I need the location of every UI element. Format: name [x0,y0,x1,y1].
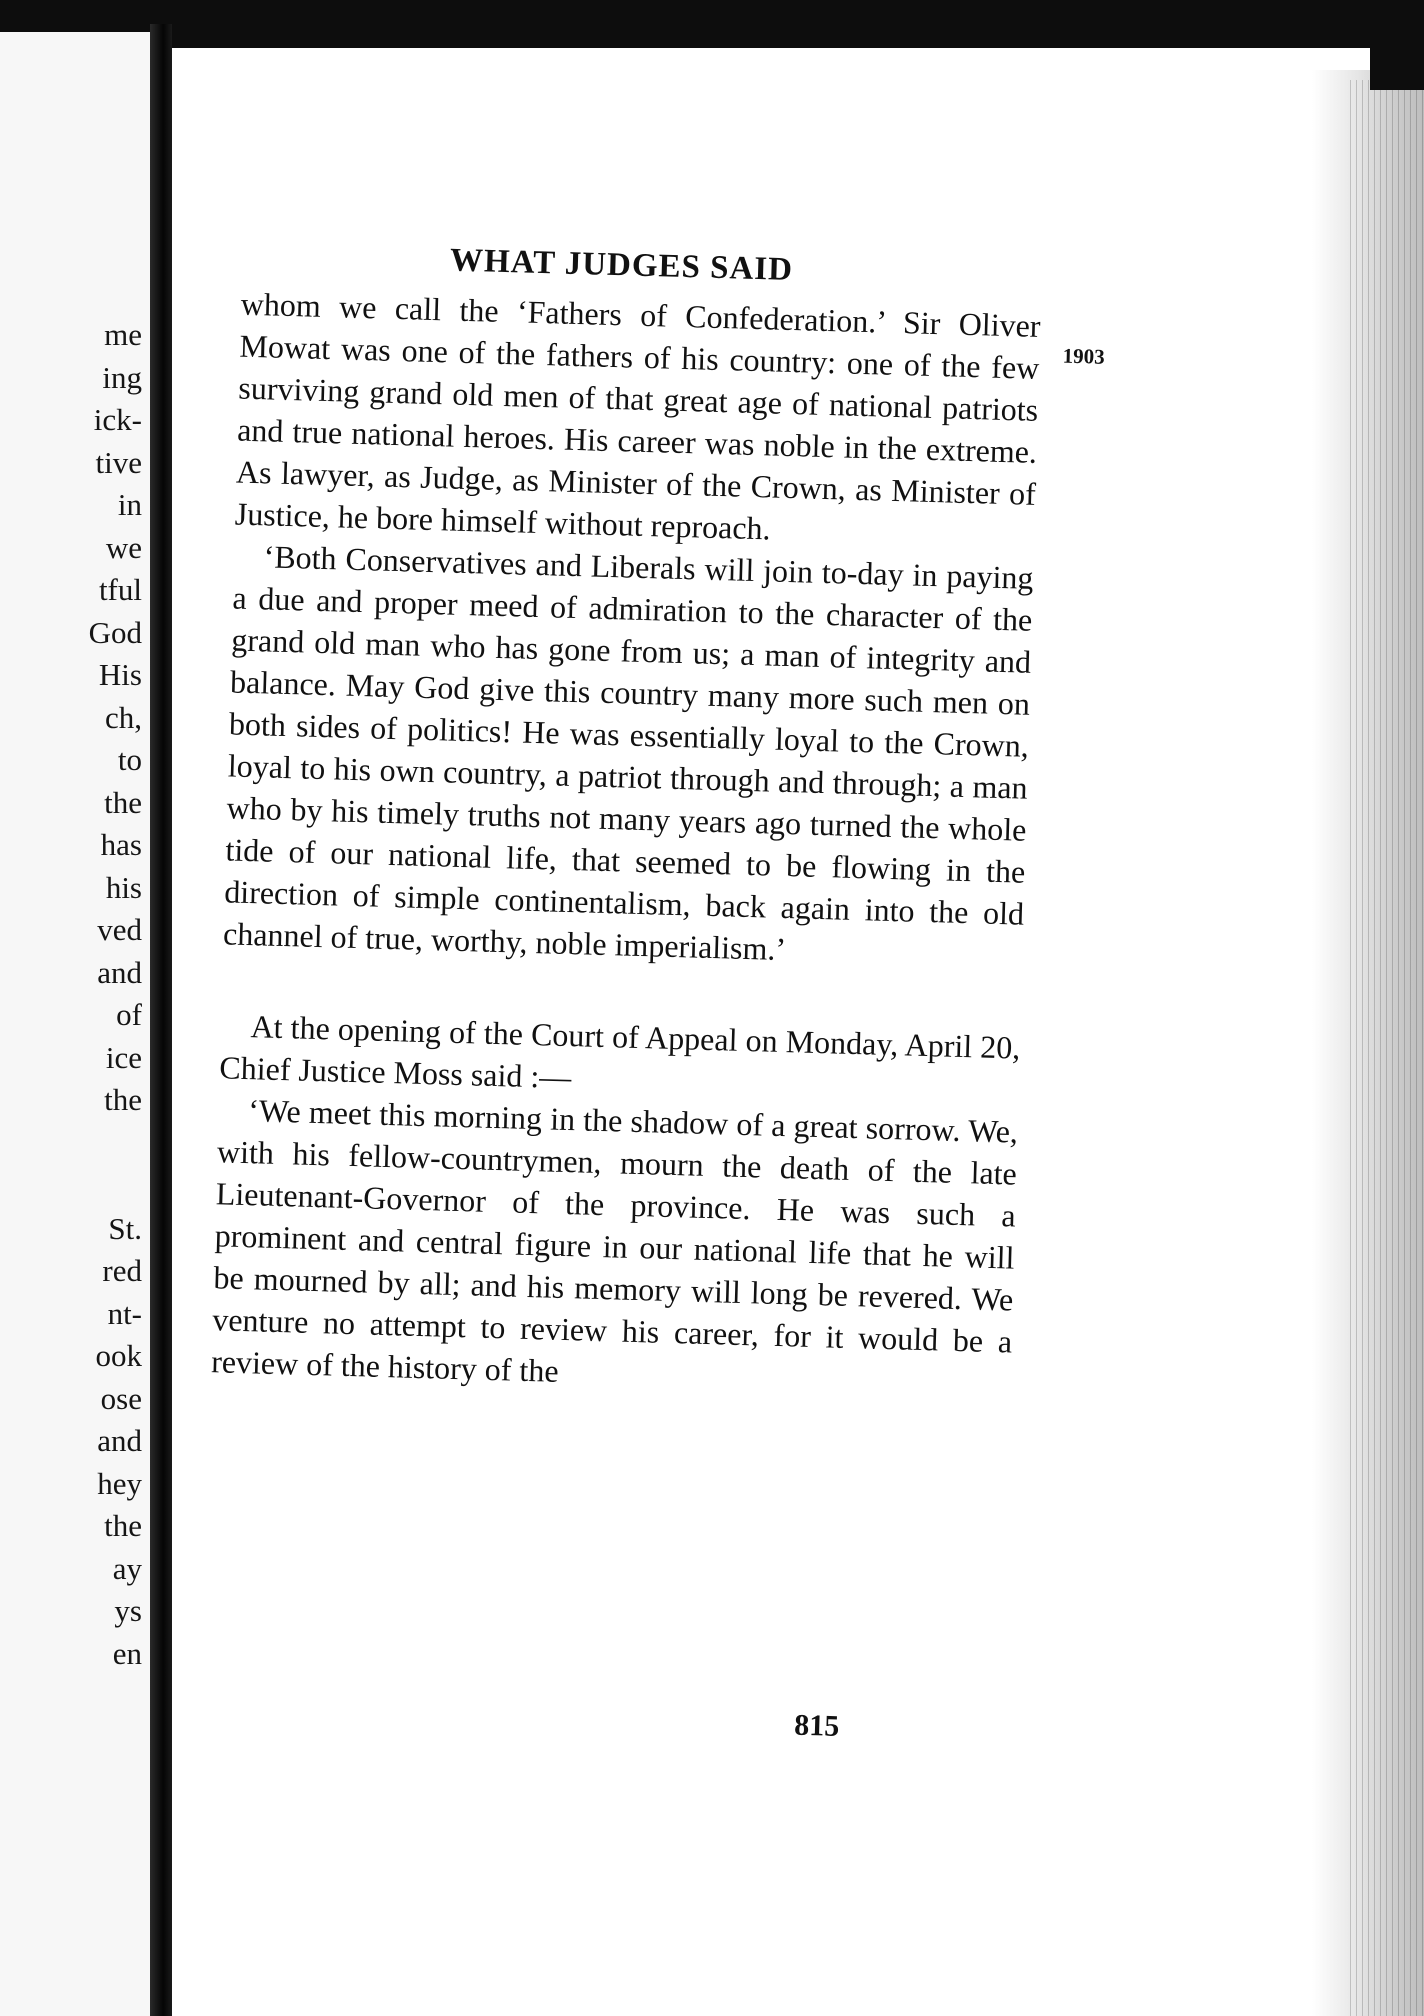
left-page-fragment [89,1122,142,1208]
left-page-fragment: red [102,1253,142,1288]
left-page-fragment: ys [114,1593,142,1628]
left-page-fragment: tive [95,444,142,480]
left-page-fragment: and [97,954,142,990]
left-page-fragment: St. [108,1210,142,1246]
left-page-text-fragments [89,314,142,1675]
left-page-fragment: and [97,1423,142,1458]
left-page-fragment: has [100,827,142,862]
left-page-fragment: in [117,487,142,522]
left-page-fragment: we [105,529,142,565]
paragraph: whom we call the ‘Fathers of Confederation.’ Sir Oliver Mowat was one of the fathers of his country: one of the few surviving grand old men of that great age of national patriots and true national heroes. His career was noble in the extreme. As lawyer, as Judge, as Minister of the Crown, as Minister of Justice, he bore himself without reproach. [234,285,1041,547]
left-page-fragment: of [116,997,142,1032]
left-page-fragment: ing [102,359,142,395]
left-page-fragment: nt- [107,1295,142,1331]
left-page-fragment: His [98,657,142,692]
left-page-fragment: the [104,1508,142,1543]
left-page-fragment: ved [97,912,142,947]
scanner-background-corner [1370,0,1424,90]
paragraph: ‘We meet this morning in the shadow of a great sorrow. We, with his fellow-countrymen, mourn the death of the late Lieutenant-Governor of the province. He was such a prominent and central figure in our national life that he will be mourned by all; and his memory will long be revered. We venture no attempt to review his career, for it would be a review of the history of the [210,1092,1019,1389]
left-page-fragment: the [104,784,142,820]
right-fore-edge-pages [1350,80,1424,2016]
left-page-fragment: ay [112,1550,142,1586]
margin-year: 1903 [1062,343,1105,369]
left-page-fragment: tful [98,572,142,607]
left-page-fragment: ook [95,1338,142,1373]
left-page-fragment: ick- [93,402,142,437]
left-page-fragment: ch, [104,699,142,735]
left-page-fragment: hey [97,1465,142,1501]
left-page-fragment: his [105,869,142,905]
book-page [132,199,1321,2010]
left-page-fragment: en [112,1635,142,1671]
page-number: 815 [793,1708,840,1743]
running-head: WHAT JUDGES SAID [449,242,794,288]
left-page-fragment: ose [100,1380,142,1416]
left-page-fragment: the [104,1082,142,1117]
scanner-background-top [0,0,1424,48]
paragraph: At the opening of the Court of Appeal on Monday, April 20, Chief Justice Moss said :— [218,1008,1021,1096]
body-text [211,283,1041,1405]
left-page-fragment: ice [105,1039,142,1075]
left-facing-page [0,32,150,2016]
paragraph: ‘Both Conservatives and Liberals will join to-day in paying a due and proper meed of admiration to the character of the grand old man who has gone from us; a man of integrity and balance. May God give this country many more such men on both sides of politics! He was essentially loyal to the Crown, loyal to his own country, a patriot through and through; a man who by his timely truths not many years ago turned the whole tide of our national life, that seemed to be flowing in the direction of simple continentalism, back again into the old channel of true, worthy, noble imperialism.’ [222,538,1034,968]
left-page-fragment: me [104,317,142,352]
left-page-fragment: to [117,742,142,777]
left-page-fragment: God [88,614,142,650]
